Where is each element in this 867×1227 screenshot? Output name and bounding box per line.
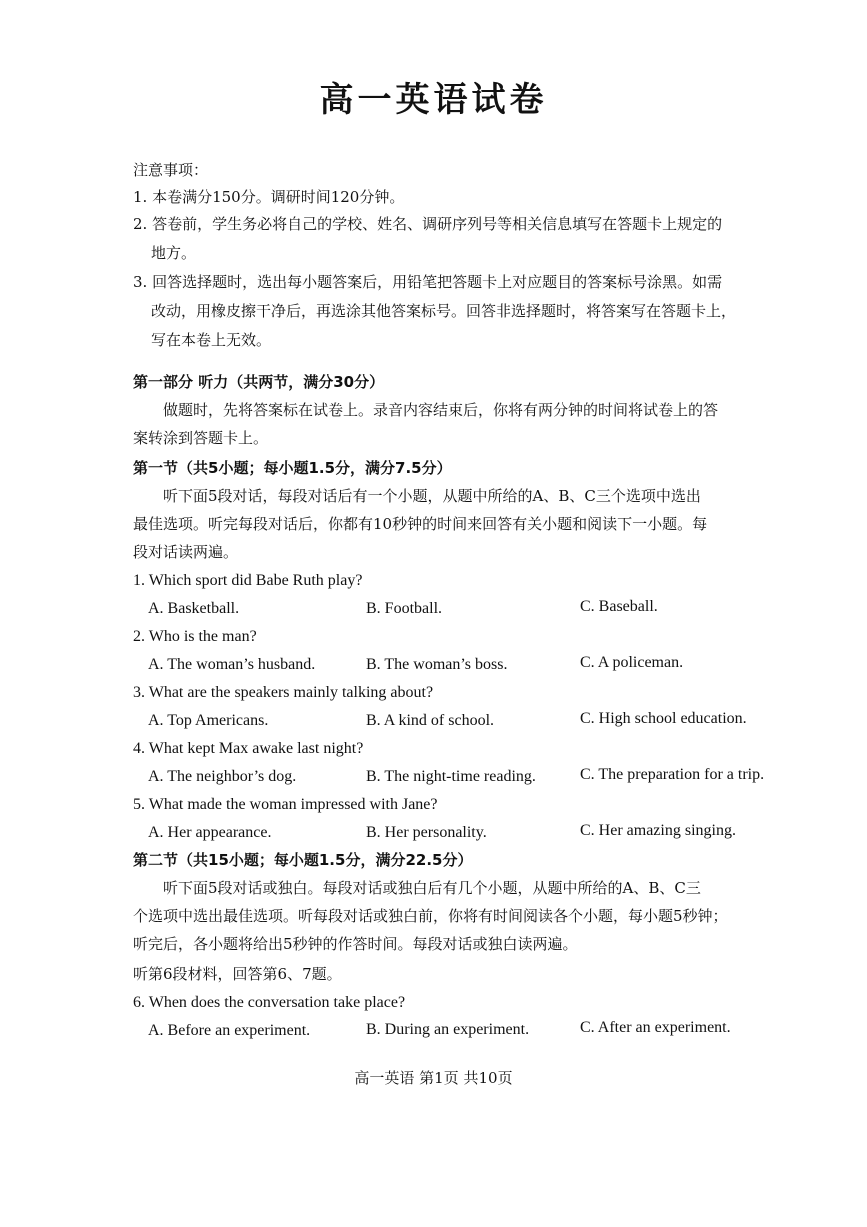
option-a: A. The neighbor’s dog. — [148, 768, 297, 785]
question-text: 5. What made the woman impressed with Jane? — [133, 796, 438, 813]
section1-intro-line: 最佳选项。听完每段对话后，你都有10秒钟的时间来回答有关小题和阅读下一小题。每 — [133, 515, 708, 533]
page-title: 高一英语试卷 — [319, 80, 548, 120]
section2-intro-line: 听完后，各小题将给出5秒钟的作答时间。每段对话或独白读两遍。 — [133, 935, 578, 953]
question-text: 1. Which sport did Babe Ruth play? — [133, 572, 363, 589]
part1-intro-line: 做题时，先将答案标在试卷上。录音内容结束后，你将有两分钟的时间将试卷上的答 — [163, 401, 719, 419]
option-b: B. Football. — [366, 600, 443, 617]
option-c: C. Baseball. — [580, 598, 658, 615]
page-footer: 高一英语 第1页 共10页 — [354, 1069, 513, 1087]
question-text: 6. When does the conversation take place? — [133, 994, 406, 1011]
option-c: C. After an experiment. — [580, 1019, 731, 1036]
option-c: C. High school education. — [580, 710, 747, 727]
option-a: A. Basketball. — [148, 600, 240, 617]
notice-item: 2. 答卷前，学生务必将自己的学校、姓名、调研序列号等相关信息填写在答题卡上规定的 — [133, 215, 723, 233]
part1-intro-line: 案转涂到答题卡上。 — [133, 429, 269, 447]
section1-intro-line: 段对话读两遍。 — [133, 543, 239, 561]
notice-item: 1. 本卷满分150分。调研时间120分钟。 — [133, 188, 405, 206]
question-text: 3. What are the speakers mainly talking about? — [133, 684, 434, 701]
section2-intro-line: 个选项中选出最佳选项。听每段对话或独白前，你将有时间阅读各个小题，每小题5秒钟； — [133, 907, 728, 925]
option-b: B. The woman’s boss. — [366, 656, 508, 673]
section1-intro-line: 听下面5段对话，每段对话后有一个小题，从题中所给的A、B、C三个选项中选出 — [163, 487, 701, 505]
option-b: B. The night-time reading. — [366, 768, 536, 785]
option-b: B. Her personality. — [366, 824, 487, 841]
question-text: 4. What kept Max awake last night? — [133, 740, 364, 757]
option-c: C. A policeman. — [580, 654, 684, 671]
option-c: C. The preparation for a trip. — [580, 766, 765, 783]
material-instruction: 听第6段材料，回答第6、7题。 — [133, 965, 342, 983]
question-text: 2. Who is the man? — [133, 628, 257, 645]
section1-heading: 第一节（共5小题；每小题1.5分，满分7.5分） — [133, 459, 452, 477]
notice-item: 地方。 — [151, 244, 197, 262]
section2-intro-line: 听下面5段对话或独白。每段对话或独白后有几个小题，从题中所给的A、B、C三 — [163, 879, 701, 897]
option-a: A. Her appearance. — [148, 824, 272, 841]
notice-heading: 注意事项： — [133, 161, 209, 179]
notice-item: 改动，用橡皮擦干净后，再选涂其他答案标号。回答非选择题时，将答案写在答题卡上， — [151, 302, 737, 320]
section2-heading: 第二节（共15小题；每小题1.5分，满分22.5分） — [133, 851, 473, 869]
option-a: A. Before an experiment. — [148, 1022, 311, 1039]
option-b: B. During an experiment. — [366, 1021, 530, 1038]
part1-heading: 第一部分 听力（共两节，满分30分） — [133, 373, 385, 391]
notice-item: 3. 回答选择题时，选出每小题答案后，用铅笔把答题卡上对应题目的答案标号涂黑。如需 — [133, 273, 723, 291]
option-a: A. Top Americans. — [148, 712, 269, 729]
option-c: C. Her amazing singing. — [580, 822, 736, 839]
option-a: A. The woman’s husband. — [148, 656, 316, 673]
option-b: B. A kind of school. — [366, 712, 495, 729]
notice-item: 写在本卷上无效。 — [151, 331, 272, 349]
